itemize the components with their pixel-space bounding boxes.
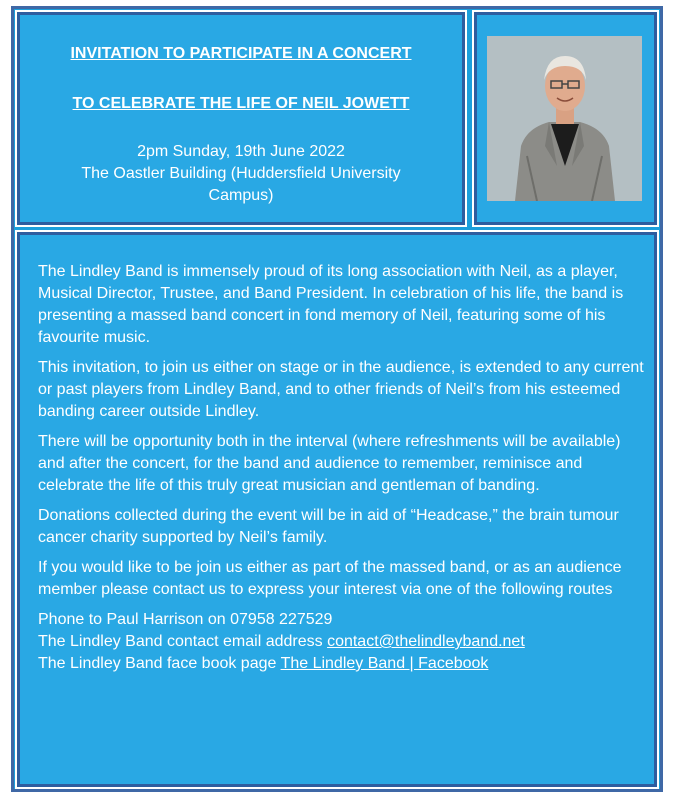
header-panel <box>17 12 465 225</box>
body-panel <box>17 232 657 787</box>
event-date-time: 2pm Sunday, 19th June 2022 <box>137 143 345 160</box>
contact-email-label: The Lindley Band contact email address <box>38 633 328 650</box>
facebook-link[interactable]: The Lindley Band | Facebook <box>280 655 489 672</box>
celebration-title: TO CELEBRATE THE LIFE OF NEIL JOWETT <box>72 95 410 112</box>
paragraph-opportunity: There will be opportunity both in the interval (where refreshments will be available) and after the concert, for the band and audience to remember, reminisce and celebrate the life of this truly great musician and gentleman of banding. <box>38 433 621 494</box>
paragraph-association: The Lindley Band is immensely proud of its long association with Neil, as a player, Musical Director, Trustee, and Band President. In celebration of his life, the band is presenting a massed band concert in fond memory of Neil, featuring some of his favourite music. <box>38 263 624 346</box>
portrait-illustration <box>487 36 642 201</box>
photo-panel <box>474 12 657 225</box>
body-text <box>38 261 648 675</box>
paragraph-contact-intro: If you would like to be join us either as part of the massed band, or as an audience member please contact us to express your interest via one of the following routes <box>38 559 622 598</box>
event-venue-line2: Campus) <box>208 187 274 204</box>
portrait-photo <box>487 36 642 201</box>
contact-facebook-line <box>38 653 648 675</box>
email-link[interactable]: contact@thelindleyband.net <box>327 633 525 650</box>
contact-phone: Phone to Paul Harrison on 07958 227529 <box>38 611 333 628</box>
paragraph-donations: Donations collected during the event will be in aid of “Headcase,” the brain tumour cancer charity supported by Neil’s family. <box>38 507 619 546</box>
contact-email-line <box>38 631 648 653</box>
contact-facebook-label: The Lindley Band face book page <box>38 655 281 672</box>
event-venue-line1: The Oastler Building (Huddersfield University <box>81 165 401 182</box>
paragraph-invitation: This invitation, to join us either on stage or in the audience, is extended to any current or past players from Lindley Band, and to other friends of Neil’s from his esteemed banding career outside Lindley. <box>38 359 644 420</box>
event-details <box>20 141 462 207</box>
invitation-title: INVITATION TO PARTICIPATE IN A CONCERT <box>70 45 412 62</box>
